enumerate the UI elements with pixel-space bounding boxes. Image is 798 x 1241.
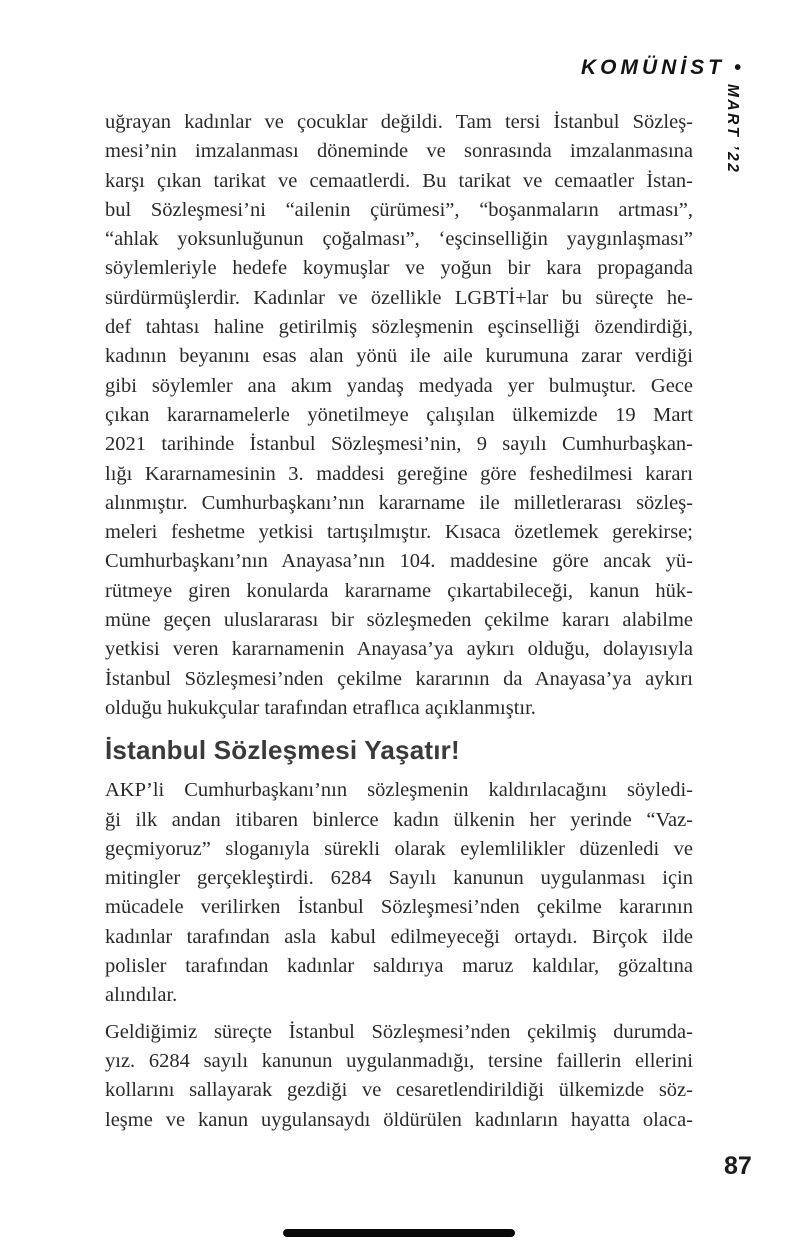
text-line: yetkisi veren kararnamenin Anayasa’ya aykırı olduğu, dolayısıyla bbox=[105, 638, 693, 661]
text-line: ği ilk andan itibaren binlerce kadın ülkenin her yerinde “Vaz- bbox=[105, 808, 693, 831]
text-line: AKP’li Cumhurbaşkanı’nın sözleşmenin kaldırılacağını söyledi- bbox=[105, 779, 693, 802]
text-line: Geldiğimiz süreçte İstanbul Sözleşmesi’nden çekilmiş durumda- bbox=[105, 1020, 693, 1043]
text-line: meleri feshetme yetkisi tartışılmıştır. Kısaca özetlemek gerekirse; bbox=[105, 521, 693, 544]
text-line: İstanbul Sözleşmesi’nden çekilme kararının da Anayasa’ya aykırı bbox=[105, 667, 693, 690]
text-line: def tahtası haline getirilmiş sözleşmenin eşcinselliği özendirdiği, bbox=[105, 316, 693, 339]
text-line: alınmıştır. Cumhurbaşkanı’nın kararname ile milletlerarası sözleş- bbox=[105, 491, 693, 514]
text-line: 2021 tarihinde İstanbul Sözleşmesi’nin, 9 sayılı Cumhurbaşkan- bbox=[105, 433, 693, 456]
text-line: yız. 6284 sayılı kanunun uygulanmadığı, tersine faillerin ellerini bbox=[105, 1049, 693, 1072]
home-indicator-bar[interactable] bbox=[283, 1229, 515, 1237]
page-number: 87 bbox=[724, 1152, 752, 1180]
text-line: müne geçen uluslararası bir sözleşmeden çekilme kararı alabilme bbox=[105, 609, 693, 632]
magazine-title bbox=[581, 56, 741, 80]
text-line: uğrayan kadınlar ve çocuklar değildi. Tam tersi İstanbul Sözleş- bbox=[105, 111, 693, 133]
text-line: gibi söylemler ana akım yandaş medyada yer bulmuştur. Gece bbox=[105, 374, 693, 397]
text-line: mesi’nin imzalanması döneminde ve sonrasında imzalanmasına bbox=[105, 140, 693, 163]
text-line: söylemleriyle hedefe koymuşlar ve yoğun bir kara propaganda bbox=[105, 257, 693, 280]
text-line: sürdürmüşlerdir. Kadınlar ve özellikle LGBTİ+lar bu süreçte he- bbox=[105, 286, 693, 309]
text-line: polisler tarafından kadınlar saldırıya maruz kaldılar, gözaltına bbox=[105, 955, 693, 978]
magazine-name: KOMÜNİST bbox=[580, 56, 725, 79]
text-line: Cumhurbaşkanı’nın Anayasa’nın 104. maddesine göre ancak yü- bbox=[105, 550, 693, 573]
text-line: geçmiyoruz” sloganıyla sürekli olarak eylemlilikler düzenledi ve bbox=[105, 837, 693, 860]
section-heading: İstanbul Sözleşmesi Yaşatır! bbox=[105, 735, 460, 766]
text-line: rütmeye giren konularda kararname çıkartabileceği, kanun hük- bbox=[105, 579, 693, 602]
paragraph bbox=[105, 776, 693, 1010]
text-line: alındılar. bbox=[105, 984, 178, 1007]
text-line: kadınlar tarafından asla kabul edilmeyeceği ortaydı. Birçok ilde bbox=[105, 925, 693, 948]
text-line: mücadele verilirken İstanbul Sözleşmesi’nden çekilme kararının bbox=[105, 896, 693, 919]
text-line: olduğu hukukçular tarafından etraflıca açıklanmıştır. bbox=[105, 696, 536, 719]
text-line: kollarını sallayarak gezdiği ve cesaretlendirildiği ülkemizde söz- bbox=[105, 1079, 693, 1102]
text-line: çıkan kararnamelerle yönetilmeye çalışılan ülkemizde 19 Mart bbox=[105, 403, 693, 426]
text-line: karşı çıkan tarikat ve cemaatlerdi. Bu tarikat ve cemaatler İstan- bbox=[105, 169, 693, 192]
text-line: mitingler gerçekleştirdi. 6284 Sayılı kanunun uygulanması için bbox=[105, 867, 693, 890]
text-line: bul Sözleşmesi’ni “ailenin çürümesi”, “boşanmaların artması”, bbox=[105, 198, 693, 221]
issue-date-vertical: MART ’22 bbox=[724, 84, 741, 175]
article-body bbox=[105, 108, 693, 1135]
paragraph bbox=[105, 108, 693, 723]
text-line: kadının beyanını esas alan yönü ile aile kurumuna zarar verdiği bbox=[105, 345, 693, 368]
text-line: leşme ve kanun uygulansaydı öldürülen kadınların hayatta olaca- bbox=[105, 1108, 693, 1131]
paragraph bbox=[105, 1018, 693, 1135]
text-line: lığı Kararnamesinin 3. maddesi gereğine göre feshedilmesi kararı bbox=[105, 462, 693, 485]
bullet-separator: • bbox=[733, 57, 741, 79]
text-line: “ahlak yoksunluğunun çoğalması”, ‘eşcinselliğin yaygınlaşması” bbox=[105, 228, 693, 251]
